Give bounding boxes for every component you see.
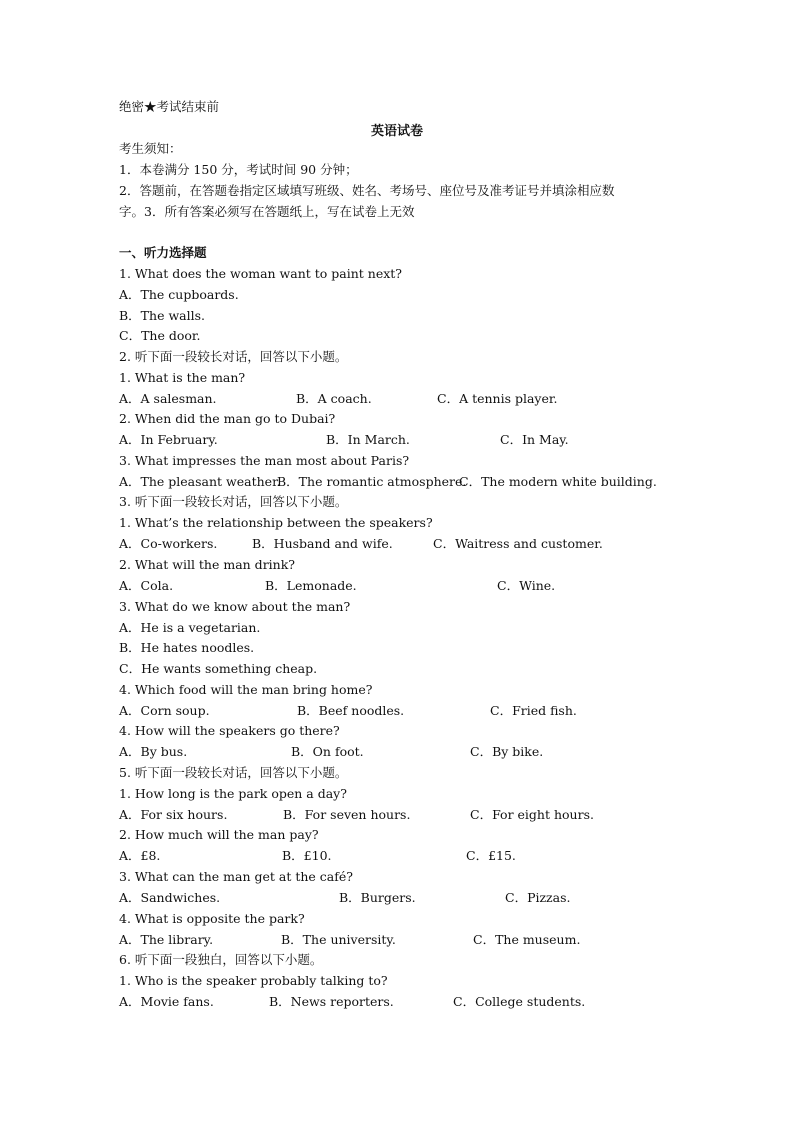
option-b: B．For seven hours. (283, 807, 411, 822)
option-a: A．Cola. (119, 578, 174, 593)
page-title: 英语试卷 (370, 124, 423, 139)
option-b: B．The romantic atmosphere. (277, 474, 467, 489)
question-stem: 2. What will the man drink? (119, 557, 295, 572)
option-c: C．He wants something cheap. (119, 661, 318, 676)
option-c: C．By bike. (470, 744, 544, 759)
group-intro: 6. 听下面一段独白，回答以下小题。 (119, 952, 323, 967)
option-a: A．The pleasant weather. (119, 474, 281, 489)
option-a: A．In February. (119, 432, 218, 447)
option-c: C．Waitress and customer. (433, 536, 603, 551)
option-a: A．Sandwiches. (119, 890, 221, 905)
question-stem: 3. What do we know about the man? (119, 599, 351, 614)
option-b: B．Husband and wife. (252, 536, 393, 551)
option-a: A．He is a vegetarian. (119, 620, 261, 635)
option-a: A．For six hours. (119, 807, 228, 822)
question-stem: 4. How will the speakers go there? (119, 723, 340, 738)
option-b: B．Beef noodles. (297, 703, 405, 718)
notice-item-1: 1．本卷满分 150 分，考试时间 90 分钟； (119, 162, 358, 177)
option-a: A．The cupboards. (119, 287, 239, 302)
option-c: C．Wine. (497, 578, 556, 593)
question-stem: 4. Which food will the man bring home? (119, 682, 373, 697)
option-b: B．£10. (282, 848, 332, 863)
notice-title: 考生须知： (119, 141, 182, 156)
question-stem: 4. What is opposite the park? (119, 911, 305, 926)
option-c: C．A tennis player. (437, 391, 558, 406)
option-a: A．By bus. (119, 744, 188, 759)
option-c: C．For eight hours. (470, 807, 594, 822)
question-stem: 2. When did the man go to Dubai? (119, 411, 336, 426)
option-c: C．Fried fish. (490, 703, 577, 718)
question-stem: 1. What’s the relationship between the speakers? (119, 515, 433, 530)
group-intro: 3. 听下面一段较长对话，回答以下小题。 (119, 494, 348, 509)
option-b: B．Lemonade. (265, 578, 357, 593)
option-b: B．Burgers. (339, 890, 416, 905)
option-c: C．In May. (500, 432, 569, 447)
question-stem: 1. What does the woman want to paint next? (119, 266, 403, 281)
option-c: C．£15. (466, 848, 516, 863)
question-stem: 3. What impresses the man most about Paris? (119, 453, 410, 468)
option-a: A．Movie fans. (119, 994, 214, 1009)
question-stem: 1. What is the man? (119, 370, 246, 385)
option-a: A．Corn soup. (119, 703, 210, 718)
group-intro: 5. 听下面一段较长对话，回答以下小题。 (119, 765, 348, 780)
confidential-label: 绝密★考试结束前 (119, 99, 220, 114)
option-b: B．He hates noodles. (119, 640, 255, 655)
option-a: A．The library. (119, 932, 214, 947)
option-c: C．College students. (453, 994, 586, 1009)
option-c: C．The museum. (473, 932, 581, 947)
group-intro: 2. 听下面一段较长对话，回答以下小题。 (119, 349, 348, 364)
question-stem: 2. How much will the man pay? (119, 827, 319, 842)
option-c: C．The door. (119, 328, 201, 343)
option-b: B．The walls. (119, 308, 205, 323)
option-a: A．£8. (119, 848, 161, 863)
notice-item-2: 2．答题前，在答题卷指定区域填写班级、姓名、考场号、座位号及准考证号并填涂相应数 (119, 183, 615, 198)
option-a: A．A salesman. (119, 391, 217, 406)
question-stem: 1. Who is the speaker probably talking to? (119, 973, 388, 988)
option-b: B．In March. (326, 432, 410, 447)
option-b: B．A coach. (296, 391, 372, 406)
option-a: A．Co-workers. (119, 536, 218, 551)
section-heading: 一、听力选择题 (119, 245, 207, 260)
option-c: C．Pizzas. (505, 890, 571, 905)
notice-item-2-cont: 字。3．所有答案必须写在答题纸上，写在试卷上无效 (119, 204, 415, 219)
option-b: B．On foot. (291, 744, 364, 759)
option-b: B．News reporters. (269, 994, 394, 1009)
option-c: C．The modern white building. (459, 474, 657, 489)
question-stem: 3. What can the man get at the café? (119, 869, 353, 884)
question-stem: 1. How long is the park open a day? (119, 786, 347, 801)
option-b: B．The university. (281, 932, 396, 947)
